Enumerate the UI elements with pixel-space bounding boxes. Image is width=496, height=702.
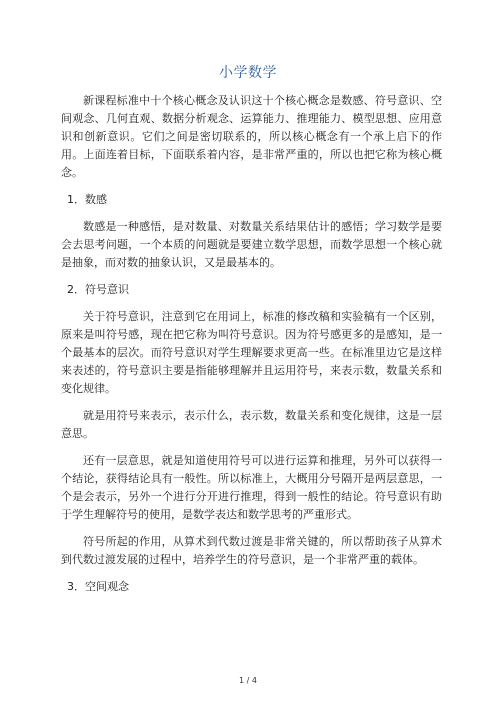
symbol-awareness-paragraph-1: 关于符号意识，注意到它在用词上，标准的修改稿和实验稿有一个区别，原来是叫符号感，现在把它称为叫符号意识。因为符号感更多的是感知，是一个最基本的层次。而符号意识对学生理解要求更高一些。在标准里边它是这样来表述的，符号意识主要是指能够理解并且运用符号，来表示数，数量关系和变化规律。 bbox=[61, 310, 442, 395]
symbol-awareness-paragraph-2: 就是用符号来表示，表示什么，表示数，数量关系和变化规律，这是一层意思。 bbox=[61, 409, 442, 440]
symbol-awareness-paragraph-4: 符号所起的作用，从算术到代数过渡是非常关键的，所以帮助孩子从算术到代数过渡发展的过程中，培养学生的符号意识，是一个非常严重的载体。 bbox=[61, 535, 442, 566]
section-heading-symbol-awareness: 2．符号意识 bbox=[67, 283, 129, 296]
document-title: 小学数学 bbox=[219, 65, 277, 81]
page-number: 1 / 4 bbox=[239, 676, 257, 685]
number-sense-paragraph: 数感是一种感悟，是对数量、对数量关系结果估计的感悟；学习数学是要会去思考问题，一个本质的问题就是要建立数学思想，而数学思想一个核心就是抽象，而对数的抽象认识，又是最基本的。 bbox=[61, 220, 442, 269]
symbol-awareness-paragraph-3: 还有一层意思，就是知道使用符号可以进行运算和推理，另外可以获得一个结论，获得结论具有一般性。所以标准上，大概用分号隔开是两层意思，一个是会表示，另外一个进行分开进行推理，得到一般性的结论。符号意识有助于学生理解符号的使用，是数学表达和数学思考的严重形式。 bbox=[61, 454, 442, 521]
section-heading-number-sense: 1．数感 bbox=[67, 193, 107, 206]
section-heading-spatial-concept: 3．空间观念 bbox=[67, 580, 129, 593]
document-body bbox=[61, 92, 442, 605]
intro-paragraph: 新课程标准中十个核心概念及认识这十个核心概念是数感、符号意识、空间观念、几何直观、数据分析观念、运算能力、推理能力、模型思想、应用意识和创新意识。它们之间是密切联系的，所以核心概念有一个承上启下的作用。上面连着目标，下面联系着内容，是非常严重的，所以也把它称为核心概念。 bbox=[61, 94, 442, 179]
